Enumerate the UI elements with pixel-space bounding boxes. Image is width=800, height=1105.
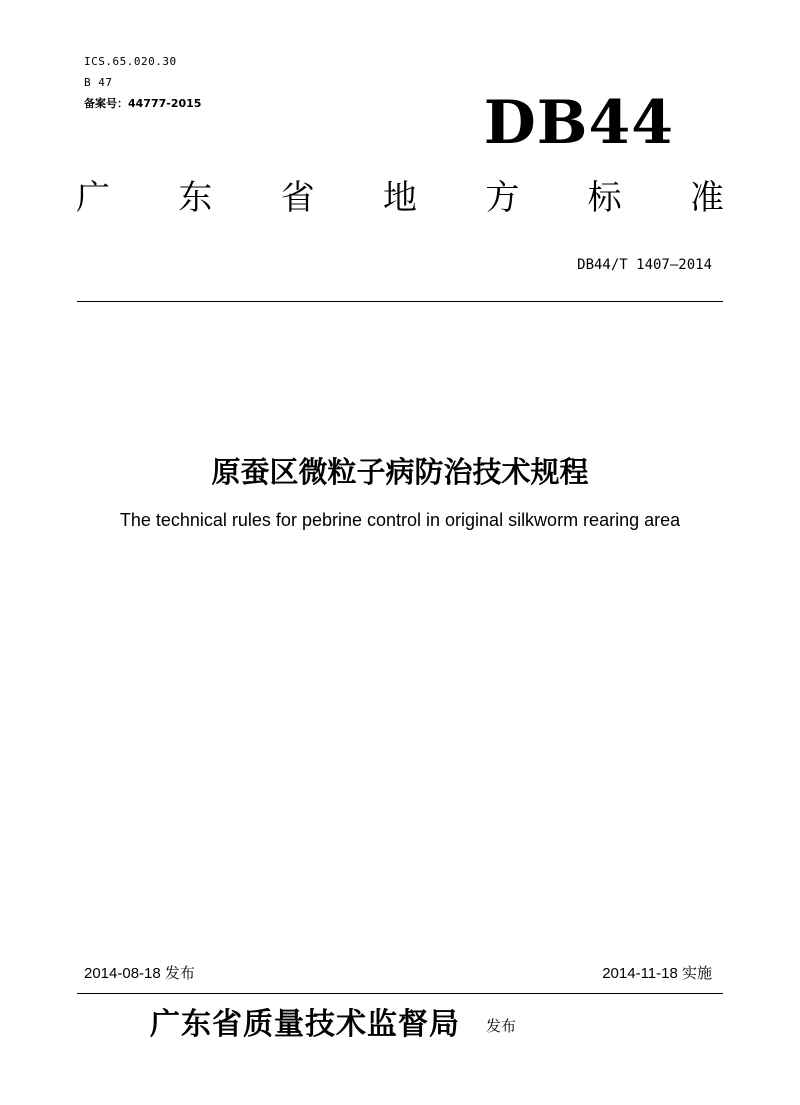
title-english: The technical rules for pebrine control in original silkworm rearing area bbox=[119, 510, 681, 530]
standard-type-char: 地 bbox=[382, 178, 417, 218]
issuer-name: 广东省质量技术监督局 bbox=[150, 1007, 460, 1042]
standard-type-char: 东 bbox=[178, 178, 213, 218]
standard-code: DB44/T 1407—2014 bbox=[577, 257, 712, 273]
standard-type-char: 标 bbox=[587, 178, 622, 218]
classification-code: B 47 bbox=[84, 76, 113, 89]
standard-type-char: 准 bbox=[689, 178, 724, 218]
top-divider bbox=[77, 301, 723, 302]
issuer-line bbox=[150, 1003, 516, 1048]
ics-code: ICS.65.020.30 bbox=[84, 55, 177, 68]
standard-type-char: 广 bbox=[76, 178, 110, 218]
bottom-divider bbox=[77, 993, 723, 994]
standard-type-char: 省 bbox=[280, 178, 315, 218]
standard-type-heading bbox=[76, 176, 724, 220]
issuer-suffix: 发布 bbox=[486, 1017, 517, 1035]
db44-logo: DB44 bbox=[483, 88, 674, 158]
record-number: 备案号：44777-2015 bbox=[84, 97, 202, 110]
title-chinese: 原蚕区微粒子病防治技术规程 bbox=[211, 455, 589, 489]
issue-date: 2014-08-18 发布 bbox=[84, 965, 195, 982]
standard-type-char: 方 bbox=[485, 178, 520, 218]
implementation-date: 2014-11-18 实施 bbox=[602, 965, 712, 982]
